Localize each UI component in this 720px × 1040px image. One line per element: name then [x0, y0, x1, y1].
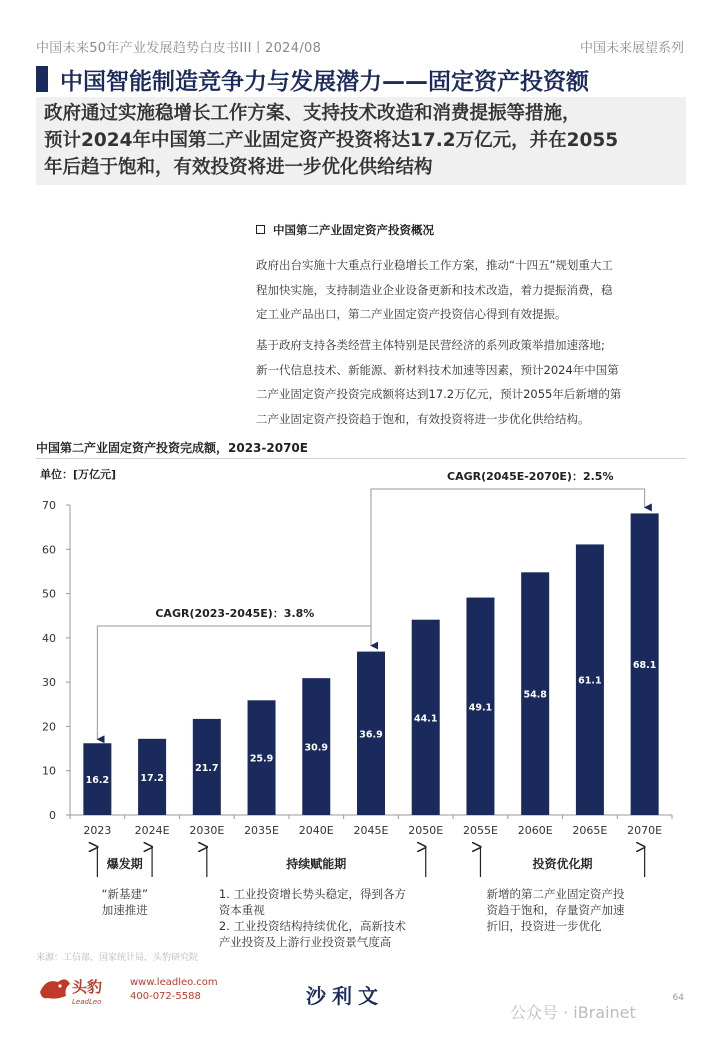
paragraph-line: 基于政府支持各类经营主体特别是民营经济的系列政策举措加速落地;	[256, 338, 605, 352]
paragraph-line: 二产业固定资产投资趋于饱和，有效投资将进一步优化供给结构。	[256, 411, 590, 426]
x-tick-label: 2070E	[627, 824, 663, 837]
data-label: 68.1	[632, 660, 657, 672]
source-note: 来源：工信部，国家统计局，头豹研究院	[36, 953, 199, 963]
leadleo-logo-icon	[36, 970, 128, 1010]
page-number: 64	[672, 993, 684, 1003]
data-label: 25.9	[249, 753, 274, 765]
x-tick-label: 2030E	[189, 824, 225, 837]
checkbox-bullet-icon	[256, 225, 265, 234]
phase-label: 投资优化期	[532, 857, 593, 871]
phase-note-line: 资趋于饱和，存量资产加速	[486, 903, 625, 917]
phase-note-line: 新增的第二产业固定资产投	[486, 887, 625, 901]
phase-note-line: 加速推进	[101, 903, 148, 917]
y-tick-label: 60	[42, 543, 56, 557]
phase-note-line: 2. 工业投资结构持续优化，高新技术	[218, 919, 406, 933]
data-label: 54.8	[523, 689, 547, 701]
brand-contact	[130, 976, 218, 1004]
y-tick-label: 20	[42, 720, 56, 734]
data-label: 49.1	[468, 702, 493, 714]
x-tick-label: 2050E	[408, 824, 444, 837]
x-tick-label: 2040E	[298, 824, 334, 837]
chart-title-rule	[36, 458, 686, 459]
page-title: 中国智能制造竞争力与发展潜力——固定资产投资额	[60, 69, 589, 95]
brand-sub: LeadLeo	[72, 998, 102, 1006]
y-tick-label: 70	[42, 499, 56, 512]
summary-box	[36, 97, 686, 185]
title-accent-bar	[36, 66, 48, 92]
cagr-label-2: CAGR(2045E-2070E)：2.5%	[447, 470, 614, 483]
summary-line: 预计2024年中国第二产业固定资产投资将达17.2万亿元，并在2055	[44, 130, 619, 151]
phase-note-line: 1. 工业投资增长势头稳定，得到各方	[218, 887, 406, 901]
section-title	[256, 222, 434, 238]
paragraph-1	[256, 253, 688, 327]
cagr-label-1: CAGR(2023-2045E)：3.8%	[155, 607, 315, 620]
header-series: 中国未来展望系列	[579, 41, 684, 56]
x-tick-label: 2035E	[244, 824, 280, 837]
x-tick-label: 2023	[83, 824, 112, 837]
phase-note-line: 产业投资及上游行业投资景气度高	[218, 935, 392, 949]
data-label: 16.2	[85, 775, 110, 787]
data-label: 61.1	[578, 675, 602, 687]
summary-line: 政府通过实施稳增长工作方案、支持技术改造和消费提振等措施，	[44, 103, 581, 124]
header-title: 中国未来50年产业发展趋势白皮书III丨2024/08	[36, 41, 322, 56]
data-label: 17.2	[140, 772, 164, 784]
bar-chart	[0, 470, 720, 950]
y-tick-label: 30	[42, 676, 56, 690]
y-tick-label: 40	[42, 631, 56, 645]
chart-unit: 单位：[万亿元]	[40, 468, 117, 481]
x-tick-label: 2024E	[134, 824, 170, 837]
x-tick-label: 2060E	[517, 824, 553, 837]
paragraph-line: 二产业固定资产投资完成额将达到17.2万亿元，预计2055年后新增的第	[256, 387, 622, 401]
summary-line: 年后趋于饱和，有效投资将进一步优化供给结构	[44, 157, 433, 178]
y-tick-label: 0	[49, 809, 56, 822]
x-tick-label: 2055E	[462, 824, 498, 837]
phase-note-line: 资本重视	[218, 903, 265, 917]
paragraph-line: 程加快实施，支持制造业企业设备更新和技术改造，着力提振消费，稳	[256, 282, 613, 297]
paragraph-2	[256, 333, 688, 431]
brand-name: 头豹	[72, 978, 103, 996]
y-tick-label: 50	[42, 587, 56, 601]
paragraph-line: 新一代信息技术、新能源、新材料技术加速等因素，预计2024年中国第	[256, 362, 619, 377]
phase-label: 持续赋能期	[286, 857, 347, 871]
phase-note-line: 折旧，投资进一步优化	[486, 919, 602, 933]
data-label: 30.9	[304, 742, 328, 754]
watermark: 公众号 · iBrainet	[510, 1003, 636, 1022]
phone-text: 400-072-5588	[130, 991, 201, 1002]
sullivan-logo: 沙利文	[306, 984, 384, 1008]
data-label: 44.1	[414, 713, 438, 725]
section-title-text: 中国第二产业固定资产投资概况	[273, 223, 434, 237]
x-tick-label: 2045E	[353, 824, 389, 837]
data-label: 21.7	[195, 762, 219, 774]
phase-note-line: “新基建”	[101, 887, 148, 901]
paragraph-line: 政府出台实施十大重点行业稳增长工作方案，推动“十四五”规划重大工	[256, 258, 613, 272]
x-tick-label: 2065E	[572, 824, 608, 837]
y-tick-label: 10	[42, 764, 56, 778]
data-label: 36.9	[359, 729, 383, 741]
paragraph-line: 定工业产品出口，第二产业固定资产投资信心得到有效提振。	[256, 307, 567, 321]
chart-title: 中国第二产业固定资产投资完成额，2023-2070E	[36, 441, 308, 455]
phase-label: 爆发期	[106, 857, 143, 871]
website-text[interactable]: www.leadleo.com	[130, 977, 218, 988]
